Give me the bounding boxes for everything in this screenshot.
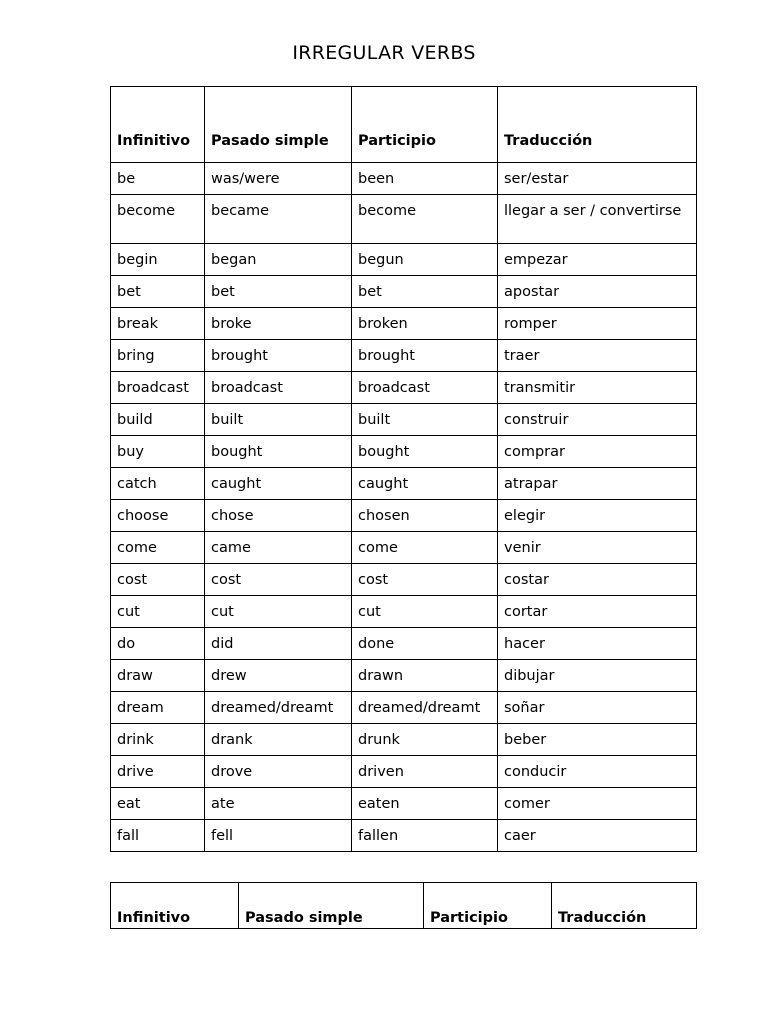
- cell-infinitivo: be: [111, 163, 205, 195]
- cell-infinitivo: catch: [111, 468, 205, 500]
- cell-pasado-simple: cut: [205, 596, 352, 628]
- table-row: [111, 532, 697, 564]
- header-infinitivo: Infinitivo: [111, 87, 205, 163]
- table-row: [111, 276, 697, 308]
- cell-infinitivo: drink: [111, 724, 205, 756]
- cell-infinitivo: cut: [111, 596, 205, 628]
- cell-traduccion: costar: [498, 564, 697, 596]
- table-row: [111, 468, 697, 500]
- table-row: [111, 692, 697, 724]
- cell-traduccion: soñar: [498, 692, 697, 724]
- cell-infinitivo: bet: [111, 276, 205, 308]
- cell-participio: cut: [352, 596, 498, 628]
- cell-pasado-simple: caught: [205, 468, 352, 500]
- table-row: [111, 372, 697, 404]
- cell-pasado-simple: broke: [205, 308, 352, 340]
- cell-participio: come: [352, 532, 498, 564]
- cell-infinitivo: fall: [111, 820, 205, 852]
- table-row: [111, 308, 697, 340]
- table-row: [111, 628, 697, 660]
- header-pasado-simple: Pasado simple: [205, 87, 352, 163]
- cell-traduccion: hacer: [498, 628, 697, 660]
- table-row: [111, 660, 697, 692]
- cell-traduccion: apostar: [498, 276, 697, 308]
- cell-infinitivo: come: [111, 532, 205, 564]
- cell-traduccion: llegar a ser / convertirse: [498, 195, 697, 244]
- cell-traduccion: elegir: [498, 500, 697, 532]
- table-row: [111, 436, 697, 468]
- cell-pasado-simple: ate: [205, 788, 352, 820]
- cell-participio: built: [352, 404, 498, 436]
- cell-traduccion: atrapar: [498, 468, 697, 500]
- cell-participio: caught: [352, 468, 498, 500]
- cell-participio: broken: [352, 308, 498, 340]
- cell-traduccion: comprar: [498, 436, 697, 468]
- cell-traduccion: ser/estar: [498, 163, 697, 195]
- irregular-verbs-table: [110, 86, 697, 852]
- cell-pasado-simple: came: [205, 532, 352, 564]
- header-traduccion: Traducción: [498, 87, 697, 163]
- cell-traduccion: traer: [498, 340, 697, 372]
- cell-pasado-simple: was/were: [205, 163, 352, 195]
- cell-participio: become: [352, 195, 498, 244]
- cell-pasado-simple: bought: [205, 436, 352, 468]
- cell-pasado-simple: dreamed/dreamt: [205, 692, 352, 724]
- cell-pasado-simple: did: [205, 628, 352, 660]
- cell-traduccion: dibujar: [498, 660, 697, 692]
- cell-participio: dreamed/dreamt: [352, 692, 498, 724]
- cell-infinitivo: become: [111, 195, 205, 244]
- cell-traduccion: venir: [498, 532, 697, 564]
- table-row: [111, 724, 697, 756]
- table-header-row: [111, 883, 697, 929]
- cell-traduccion: transmitir: [498, 372, 697, 404]
- cell-participio: driven: [352, 756, 498, 788]
- cell-pasado-simple: drew: [205, 660, 352, 692]
- cell-traduccion: conducir: [498, 756, 697, 788]
- cell-pasado-simple: cost: [205, 564, 352, 596]
- cell-participio: bought: [352, 436, 498, 468]
- table-header-row: [111, 87, 697, 163]
- header-traduccion: Traducción: [552, 883, 697, 929]
- cell-participio: drawn: [352, 660, 498, 692]
- cell-pasado-simple: became: [205, 195, 352, 244]
- cell-pasado-simple: built: [205, 404, 352, 436]
- header-participio: Participio: [424, 883, 552, 929]
- cell-pasado-simple: broadcast: [205, 372, 352, 404]
- cell-participio: done: [352, 628, 498, 660]
- cell-infinitivo: break: [111, 308, 205, 340]
- cell-traduccion: empezar: [498, 244, 697, 276]
- cell-infinitivo: broadcast: [111, 372, 205, 404]
- cell-participio: fallen: [352, 820, 498, 852]
- table-row: [111, 820, 697, 852]
- cell-traduccion: cortar: [498, 596, 697, 628]
- cell-infinitivo: do: [111, 628, 205, 660]
- cell-participio: drunk: [352, 724, 498, 756]
- cell-infinitivo: eat: [111, 788, 205, 820]
- cell-participio: broadcast: [352, 372, 498, 404]
- header-participio: Participio: [352, 87, 498, 163]
- table-row: [111, 195, 697, 244]
- header-pasado-simple: Pasado simple: [239, 883, 424, 929]
- cell-pasado-simple: chose: [205, 500, 352, 532]
- cell-infinitivo: buy: [111, 436, 205, 468]
- header-infinitivo: Infinitivo: [111, 883, 239, 929]
- cell-participio: cost: [352, 564, 498, 596]
- cell-pasado-simple: drove: [205, 756, 352, 788]
- cell-infinitivo: bring: [111, 340, 205, 372]
- table-row: [111, 564, 697, 596]
- table-row: [111, 500, 697, 532]
- cell-participio: brought: [352, 340, 498, 372]
- cell-infinitivo: cost: [111, 564, 205, 596]
- cell-pasado-simple: brought: [205, 340, 352, 372]
- table-row: [111, 340, 697, 372]
- cell-pasado-simple: drank: [205, 724, 352, 756]
- table-row: [111, 788, 697, 820]
- table-row: [111, 244, 697, 276]
- cell-infinitivo: choose: [111, 500, 205, 532]
- irregular-verbs-table-continued: [110, 882, 697, 929]
- cell-participio: been: [352, 163, 498, 195]
- cell-traduccion: construir: [498, 404, 697, 436]
- cell-pasado-simple: bet: [205, 276, 352, 308]
- cell-participio: bet: [352, 276, 498, 308]
- cell-infinitivo: drive: [111, 756, 205, 788]
- cell-infinitivo: build: [111, 404, 205, 436]
- cell-participio: eaten: [352, 788, 498, 820]
- cell-infinitivo: dream: [111, 692, 205, 724]
- table-row: [111, 163, 697, 195]
- table-row: [111, 756, 697, 788]
- cell-traduccion: caer: [498, 820, 697, 852]
- cell-traduccion: romper: [498, 308, 697, 340]
- page-title: IRREGULAR VERBS: [292, 42, 476, 64]
- cell-pasado-simple: fell: [205, 820, 352, 852]
- cell-traduccion: comer: [498, 788, 697, 820]
- cell-participio: begun: [352, 244, 498, 276]
- cell-traduccion: beber: [498, 724, 697, 756]
- table-row: [111, 596, 697, 628]
- cell-participio: chosen: [352, 500, 498, 532]
- cell-infinitivo: draw: [111, 660, 205, 692]
- cell-pasado-simple: began: [205, 244, 352, 276]
- table-row: [111, 404, 697, 436]
- cell-infinitivo: begin: [111, 244, 205, 276]
